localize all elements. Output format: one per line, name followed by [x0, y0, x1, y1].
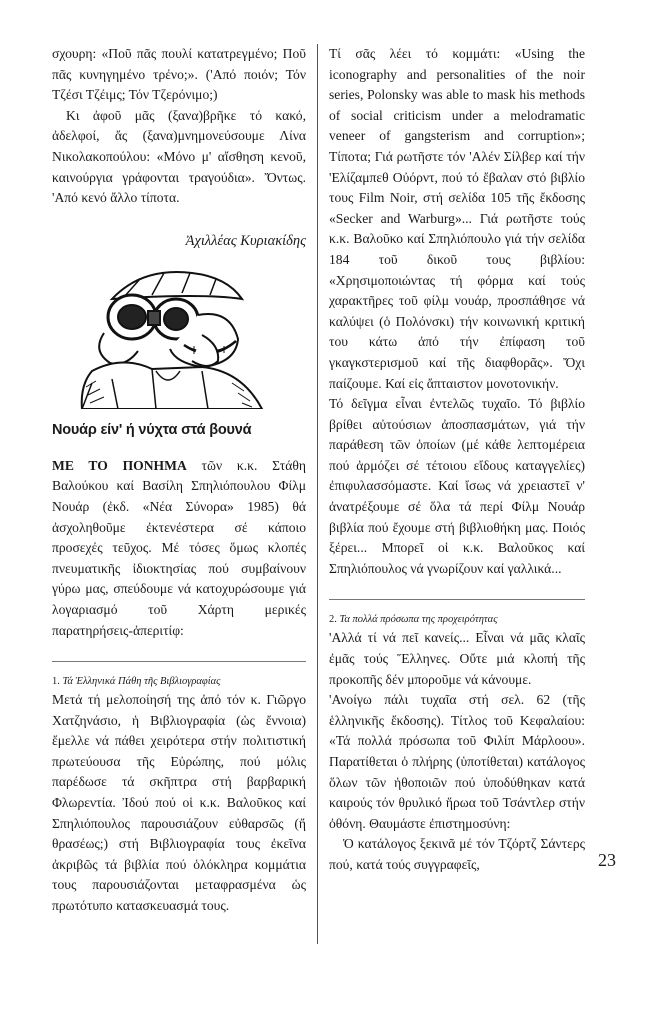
- section-2-heading: [329, 612, 585, 628]
- section-divider-1: [52, 661, 306, 662]
- left-paragraph-2: Κι ἀφοῦ μᾶς (ξανα)βρῆκε τό κακό, ἀδελφοί, ἄς (ξανα)μνημονεύσουμε Λίνα Νικολακοπούλου: «Μόνο μ' αἴσθηση κενοῦ, καινούργια γράφονται τραγούδια». Ὄντως. 'Από κενό ἄλλο τίποτα.: [52, 107, 306, 206]
- right-paragraph-1: Τί σᾶς λέει τό κομμάτι: «Using the iconography and personalities of the noir series, Polonsky was able to mask his methods of social criticism under a melodramatic veneer of gangsterism and corruption»; Τίποτα; Γιά ρωτῆστε τόν 'Αλέν Σίλβερ καί τήν 'Ελίζαμπεθ Οὐόρντ, πού τό ἔβαλαν στό βιβλίο τους Film Noir, στή σελίδα 105 τῆς ἔκδοσης «Secker and Warburg»... Γιά ρωτῆστε τούς κ.κ. Βαλοῦκο καί Σπηλιόπουλο γιά τήν σελίδα 184 τοῦ δικοῦ τους βιβλίου: «Χρησιμοποιώντας τή φόρμα καί τούς χαρακτῆρες τοῦ φίλμ νουάρ, προσπάθησε νά καλύψει (ὁ Πολόνσκι) τήν κοινωνική κριτική του κάτω ἀπό τήν ἐπίφαση τοῦ γκαγκστερισμοῦ καί τῆς διαφθορᾶς». Ὄχι παίζουμε. Καί εἰς ἄπταιστον μονοτονικήν.: [329, 46, 585, 391]
- right-paragraph-5: Ὁ κατάλογος ξεκινᾶ μέ τόν Τζόρτζ Σάντερς πού, κατά τούς συγγραφεῖς,: [329, 836, 585, 872]
- right-paragraph-2: Τό δεῖγμα εἶναι ἐντελῶς τυχαῖο. Τό βιβλίο βρίθει αὐτούσιων ἀποσπασμάτων, γιά τήν παράθεση τῶν ὁποίων (μέ κάθε λεπτομέρεια πού ἁρμόζει σέ τέτοιου εἴδους καταγγελίες) ἐπιφυλασσόμαστε. Καί ἴσως νά χρειαστεῖ ν' ἀνατρέξουμε σέ ὅλα τά περί Φίλμ Νουάρ βιβλία πού ἔχουμε στή βιβλιοθήκη μας. Ποιός ξέρει... Μπορεῖ οἱ κ.κ. Βαλοῦκος καί Σπηλιόπουλος νά γνωρίζουν καί γαλλικά...: [329, 396, 585, 576]
- intro-lead: ΜΕ ΤΟ ΠΟΝΗΜΑ: [52, 457, 187, 473]
- right-paragraph-3: 'Αλλά τί νά πεῖ κανείς... Εἶναι νά μᾶς κλαῖς ἐμᾶς τούς Ἕλληνες. Οὔτε μιά κλοπή τῆς προκοπῆς δέν μποροῦμε νά κάνουμε.: [329, 630, 585, 687]
- left-column: [52, 44, 306, 917]
- image-caption: Νουάρ είν' ή νύχτα στά βουνά: [52, 421, 252, 438]
- section-2-number: 2.: [329, 614, 337, 626]
- section-divider-2: [329, 599, 585, 600]
- page-number: 23: [598, 850, 616, 870]
- section-1-number: 1.: [52, 676, 60, 688]
- column-rule: [317, 44, 318, 944]
- right-paragraph-4: 'Ανοίγω πάλι τυχαῖα στή σελ. 62 (τῆς ἑλληνικῆς ἔκδοσης). Τίτλος τοῦ Κεφαλαίου: «Τά πολλά πρόσωπα τοῦ Φιλίπ Μάρλοου». Παρατίθεται ὁ πλήρης (ὑποτίθεται) κατάλογος ὅλων τῶν ἡθοποιῶν πού ὑποδύθηκαν κατά καιρούς τόν θρυλικό ἥρωα τοῦ Τσάντλερ στήν ὀθόνη. Θαυμάστε ἐπιστημοσύνη:: [329, 692, 585, 831]
- intro-text: τῶν κ.κ. Στάθη Βαλούκου καί Βασίλη Σπηλιόπουλου Φίλμ Νουάρ (ἐκδ. «Νέα Σύνορα» 1985) θά ἀσχοληθοῦμε ἐκτενέστερα σέ κάποιο προσεχές τεῦχος. Μέ τόσες ὅμως κλοπές πνευματικῆς ἰδιοκτησίας πού συμβαίνουν γύρω μας, σπεύδουμε νά κατοχυρώσουμε γιά λογαριασμό τοῦ Χάρτη μερικές παρατηρήσεις-ἀπεριτίφ:: [52, 457, 307, 638]
- author-signature: Ἀχιλλέας Κυριακίδης: [185, 232, 306, 249]
- section-2-title: Τα πολλά πρόσωπα της προχειρότητας: [339, 614, 498, 626]
- left-paragraph-1: σχουρη: «Ποῦ πᾶς πουλί κατατρεγμένο; Ποῦ πᾶς κυνηγημένο τρένο;». ('Από ποιόν; Τόν Τζέσι Τζέιμς; Τόν Τζερόνιμο;): [52, 46, 306, 103]
- section-1-paragraph: Μετά τή μελοποίησή της ἀπό τόν κ. Γιῶργο Χατζηνάσιο, ἡ Βιβλιογραφία (ὡς ἔννοια) ἔμελλε νά πάθει χειρότερα στήν πολιτιστική πρωτεύουσα τῆς Εὐρώπης, πού μόλις παρέδωσε τά σκῆπτρα στή βαρβαρική Φλωρεντία. Ἰδού πού οἱ κ.κ. Βαλοῦκος καί Σπηλιόπουλος παρουσιάζουν εὐθαρσῶς (ἤ θρασέως;) στή Βιβλιογραφία τους ἐκεῖνα ἀκριβῶς τά βιβλία πού ὁλόκληρα κομμάτια τους παρουσιάζονται μεταφρασμένα ὡς πρωτότυπο κατασκευασμά τους.: [52, 692, 306, 914]
- right-column: [329, 44, 585, 876]
- section-1-title: Τά Ἑλληνικά Πάθη τῆς Βιβλιογραφίας: [62, 676, 221, 688]
- intro-paragraph: [52, 456, 306, 641]
- cartoon-binoculars-illustration: [52, 259, 306, 409]
- section-1-heading: [52, 674, 306, 690]
